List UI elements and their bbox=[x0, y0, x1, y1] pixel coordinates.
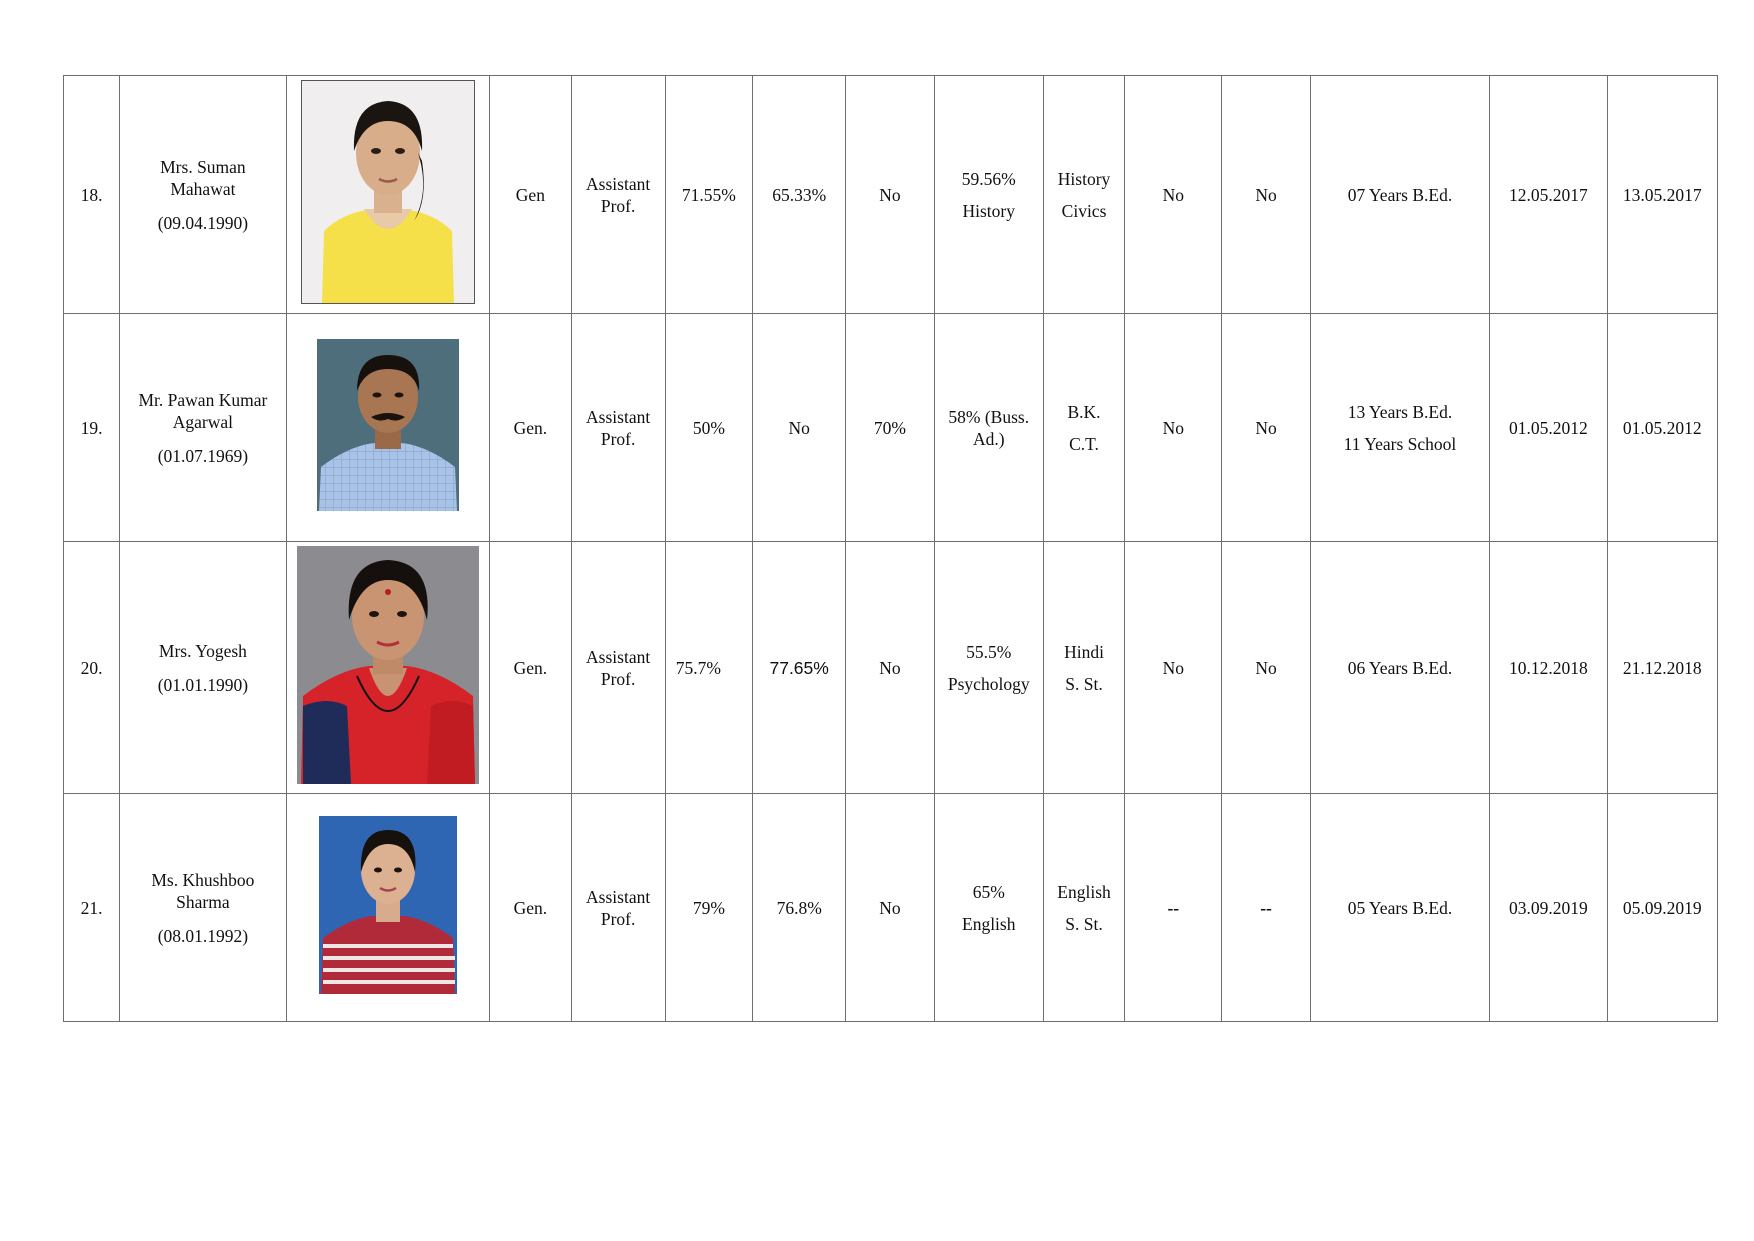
percentage-b: 76.8% bbox=[753, 794, 846, 1022]
designation-line: Assistant bbox=[586, 173, 651, 194]
designation-line: Assistant bbox=[586, 886, 651, 907]
pg-qualification bbox=[934, 76, 1043, 314]
serial-number: 20. bbox=[64, 542, 120, 794]
portrait-photo bbox=[297, 546, 479, 784]
category: Gen. bbox=[490, 542, 571, 794]
name-cell bbox=[120, 794, 287, 1022]
staff-table bbox=[63, 75, 1718, 1022]
qualification-d: No bbox=[1125, 314, 1222, 542]
percentage-a: 75.7% bbox=[665, 542, 752, 794]
woman-portrait-icon bbox=[297, 546, 479, 784]
experience-line: 13 Years B.Ed. bbox=[1347, 401, 1453, 422]
experience-line: 06 Years B.Ed. bbox=[1347, 657, 1453, 678]
date-of-birth: (01.07.1969) bbox=[157, 445, 249, 466]
experience-line: 11 Years School bbox=[1343, 433, 1457, 454]
portrait-photo bbox=[317, 339, 459, 511]
experience-line: 07 Years B.Ed. bbox=[1347, 184, 1453, 205]
table-row bbox=[64, 794, 1718, 1022]
joining-date: 13.05.2017 bbox=[1607, 76, 1717, 314]
subject-line: History bbox=[1057, 168, 1111, 189]
subject-line: S. St. bbox=[1065, 673, 1103, 694]
experience bbox=[1310, 794, 1490, 1022]
percentage-b: No bbox=[753, 314, 846, 542]
qualification-e: No bbox=[1222, 76, 1310, 314]
percentage-a: 50% bbox=[665, 314, 752, 542]
designation-line: Prof. bbox=[600, 908, 636, 929]
category: Gen. bbox=[490, 794, 571, 1022]
subject-line: C.T. bbox=[1069, 433, 1099, 454]
table-row bbox=[64, 314, 1718, 542]
designation bbox=[571, 76, 665, 314]
qualification-e: No bbox=[1222, 314, 1310, 542]
qualification-c: No bbox=[846, 794, 934, 1022]
date-of-birth: (09.04.1990) bbox=[157, 212, 249, 233]
name-line: Mrs. Yogesh bbox=[158, 640, 247, 661]
subject-line: Civics bbox=[1061, 200, 1107, 221]
designation bbox=[571, 794, 665, 1022]
woman-portrait-icon bbox=[302, 81, 474, 303]
appointment-date: 01.05.2012 bbox=[1490, 314, 1607, 542]
woman-portrait-icon bbox=[319, 816, 457, 994]
teaching-subjects bbox=[1043, 76, 1124, 314]
serial-number: 19. bbox=[64, 314, 120, 542]
qualification-e: No bbox=[1222, 542, 1310, 794]
subject-line: English bbox=[1057, 881, 1111, 902]
table-row bbox=[64, 76, 1718, 314]
appointment-date: 03.09.2019 bbox=[1490, 794, 1607, 1022]
percentage-a: 79% bbox=[665, 794, 752, 1022]
date-of-birth: (08.01.1992) bbox=[157, 925, 249, 946]
subject-line: B.K. bbox=[1067, 401, 1101, 422]
pg-line: English bbox=[962, 913, 1016, 934]
teaching-subjects bbox=[1043, 314, 1124, 542]
percentage-b: 77.65% bbox=[753, 542, 846, 794]
experience bbox=[1310, 542, 1490, 794]
name-cell bbox=[120, 314, 287, 542]
pg-line: 58% (Buss. bbox=[948, 406, 1030, 427]
pg-line: History bbox=[962, 200, 1015, 221]
portrait-photo bbox=[301, 80, 475, 304]
percentage-a: 71.55% bbox=[665, 76, 752, 314]
designation-line: Prof. bbox=[600, 668, 636, 689]
pg-qualification bbox=[934, 314, 1043, 542]
pg-line: 65% bbox=[972, 881, 1005, 902]
man-portrait-icon bbox=[317, 339, 459, 511]
pg-qualification bbox=[934, 542, 1043, 794]
category: Gen bbox=[490, 76, 571, 314]
subject-line: Hindi bbox=[1064, 641, 1104, 662]
name-cell bbox=[120, 76, 287, 314]
serial-number: 18. bbox=[64, 76, 120, 314]
designation-line: Prof. bbox=[600, 428, 636, 449]
designation-line: Assistant bbox=[586, 406, 651, 427]
serial-number: 21. bbox=[64, 794, 120, 1022]
photo-cell bbox=[286, 794, 490, 1022]
name-line: Mr. Pawan Kumar bbox=[138, 389, 268, 410]
joining-date: 01.05.2012 bbox=[1607, 314, 1717, 542]
experience-line: 05 Years B.Ed. bbox=[1347, 897, 1453, 918]
subject-line: S. St. bbox=[1065, 913, 1103, 934]
name-cell bbox=[120, 542, 287, 794]
teaching-subjects bbox=[1043, 794, 1124, 1022]
name-line: Mrs. Suman bbox=[160, 156, 246, 177]
joining-date: 21.12.2018 bbox=[1607, 542, 1717, 794]
designation-line: Prof. bbox=[600, 195, 636, 216]
qualification-d: No bbox=[1125, 76, 1222, 314]
name-line: Agarwal bbox=[172, 411, 234, 432]
date-of-birth: (01.01.1990) bbox=[157, 674, 249, 695]
joining-date: 05.09.2019 bbox=[1607, 794, 1717, 1022]
qualification-d: No bbox=[1125, 542, 1222, 794]
pg-line: 59.56% bbox=[961, 168, 1016, 189]
qualification-c: No bbox=[846, 76, 934, 314]
designation bbox=[571, 314, 665, 542]
qualification-d: -- bbox=[1125, 794, 1222, 1022]
name-line: Mahawat bbox=[170, 178, 236, 199]
designation bbox=[571, 542, 665, 794]
category: Gen. bbox=[490, 314, 571, 542]
table-row bbox=[64, 542, 1718, 794]
pg-qualification bbox=[934, 794, 1043, 1022]
appointment-date: 12.05.2017 bbox=[1490, 76, 1607, 314]
photo-cell bbox=[286, 542, 490, 794]
qualification-c: No bbox=[846, 542, 934, 794]
pg-line: Ad.) bbox=[972, 428, 1005, 449]
portrait-photo bbox=[319, 816, 457, 994]
photo-cell bbox=[286, 76, 490, 314]
photo-cell bbox=[286, 314, 490, 542]
experience bbox=[1310, 76, 1490, 314]
qualification-c: 70% bbox=[846, 314, 934, 542]
teaching-subjects bbox=[1043, 542, 1124, 794]
name-line: Ms. Khushboo bbox=[151, 869, 255, 890]
appointment-date: 10.12.2018 bbox=[1490, 542, 1607, 794]
pg-line: Psychology bbox=[947, 673, 1030, 694]
experience bbox=[1310, 314, 1490, 542]
percentage-b: 65.33% bbox=[753, 76, 846, 314]
pg-line: 55.5% bbox=[966, 641, 1012, 662]
designation-line: Assistant bbox=[586, 646, 651, 667]
qualification-e: -- bbox=[1222, 794, 1310, 1022]
name-line: Sharma bbox=[176, 891, 230, 912]
